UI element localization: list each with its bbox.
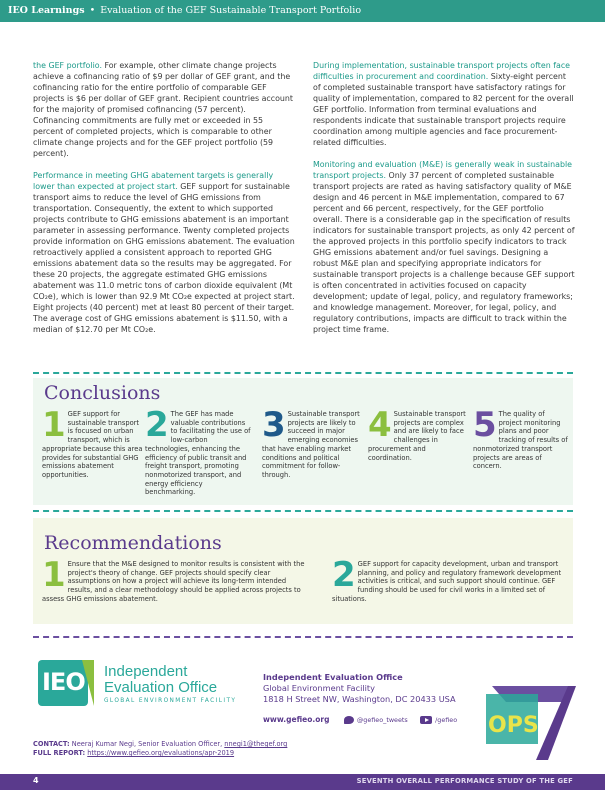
logo-mark: IEO [42,668,85,696]
recommendation-number-1: 1 [42,555,66,595]
address-block [263,672,456,705]
twitter-handle[interactable]: @gefieo_tweets [356,716,408,724]
conclusion-number-5: 5 [473,405,497,445]
conclusion-item-4 [368,405,468,462]
conclusion-text-4: Sustainable transport projects are complex and are likely to face challenges in procurement and coordination. [368,410,466,462]
conclusion-number-1: 1 [42,405,66,445]
conclusion-text-3: Sustainable transport projects are likely to succeed in major emerging economies that have enabling market conditions and political commitment for follow-through. [262,410,360,479]
header-series: IEO Learnings [8,5,85,16]
left-paragraph-2 [33,170,295,335]
conclusion-item-2 [145,405,253,497]
twitter-icon[interactable] [344,716,354,724]
left-p2-highlight: Performance in meeting GHG abatement targets is generally lower than expected at project start. [33,171,274,191]
conclusion-item-5 [473,405,570,471]
logo-name [104,664,217,696]
links-row [263,715,467,724]
address-line1: Global Environment Facility [263,683,375,693]
right-p1-highlight: During implementation, sustainable transport projects often face difficulties in procurement and coordination. [313,61,571,81]
conclusion-number-3: 3 [262,405,286,445]
contact-email-link[interactable]: nnegi1@thegef.org [224,740,288,748]
ops-number: 7 [540,713,556,738]
recommendation-item-2 [332,555,568,604]
logo-subtitle: GLOBAL ENVIRONMENT FACILITY [104,698,237,704]
contact-text: Neeraj Kumar Negi, Senior Evaluation Officer, [71,740,223,748]
header-separator: • [89,5,96,16]
recommendation-number-2: 2 [332,555,356,595]
divider-top [33,372,573,374]
logo-name-line2: Evaluation Office [104,679,218,696]
address-line2: 1818 H Street NW, Washington, DC 20433 USA [263,694,456,704]
recommendation-text-1: Ensure that the M&E designed to monitor results is consistent with the project's theory of change. GEF projects should specify clear assumptions on how a project will achieve its long-term intended results, and a clear methodology should be applied across projects to assess GHG emissions abatement. [42,560,305,603]
right-p2-text: Only 37 percent of completed sustainable transport projects are rated as having satisfactory quality of M&E design and 46 percent in M&E implementation, compared to 67 percent and 66 percent, respectively, for the GEF portfolio overall. There is a considerable gap in the specification of results indicators for sustainable transport projects, as only 42 percent of the approved projects in this portfolio specify indicators to track GHG emissions abatement and/or fuel savings. Designing a robust M&E plan and specifying appropriate indicators for sustainable transport projects is a challenge because GEF support is often concentrated in activities focused on capacity development; update of legal, policy, and regulatory frameworks; and knowledge management. Moreover, for legal, policy, and regulatory contributions, impacts are difficult to track within the project time frame. [313,171,575,334]
conclusion-number-2: 2 [145,405,169,445]
ieo-logo-icon [38,660,88,706]
conclusion-number-4: 4 [368,405,392,445]
recommendation-text-2: GEF support for capacity development, urban and transport planning, and policy and regulatory framework development activities is critical, and such support should continue. GEF funding should be used for civil works in a limited set of situations. [332,560,562,603]
conclusion-text-2: The GEF has made valuable contributions to facilitating the use of low-carbon technologies, enhancing the efficiency of public transit and freight transport, promoting nonmotorized transport, and energy efficiency benchmarking. [145,410,251,497]
divider-bottom [33,636,573,638]
right-paragraph-1 [313,60,575,148]
logo-name-line1: Independent [104,663,188,680]
left-p1-text: For example, other climate change projects achieve a cofinancing ratio of $9 per dollar of GEF grant, and the cofinancing ratio for the entire portfolio of comparable GEF projects is $6 per dollar of GEF grant. Recipient countries account for the majority of promised cofinancing (57 percent). Cofinancing commitments are fully met or exceeded in 55 percent of completed projects, which is comparable to other climate change projects and for the GEF project portfolio (59 percent). [33,61,294,158]
report-link[interactable]: https://www.gefieo.org/evaluations/apr-2019 [87,749,235,757]
conclusions-title: Conclusions [44,382,161,404]
conclusion-text-1: GEF support for sustainable transport is focused on urban transport, which is appropriate because this area provides for substantial GHG emissions abatement opportunities. [42,410,143,479]
left-p1-highlight: the GEF portfolio. [33,61,102,70]
footer-title: SEVENTH OVERALL PERFORMANCE STUDY OF THE GEF [356,777,573,785]
page-number: 4 [33,776,39,785]
left-paragraph-1 [33,60,295,159]
right-column [313,60,575,346]
address-org: Independent Evaluation Office [263,672,403,682]
contact-label: CONTACT: [33,740,70,748]
conclusion-item-3 [262,405,362,480]
footer-bar [0,774,605,790]
right-p1-text: Sixty-eight percent of completed sustainable transport have satisfactory ratings for quality of implementation, compared to 82 percent for the overall GEF portfolio. Information from terminal evaluations and respondents indicate that sustainable transport projects require coordination among multiple agencies and face procurement-related difficulties. [313,72,574,147]
youtube-icon[interactable] [420,716,432,724]
ops7-badge-icon [478,680,576,760]
website-link[interactable]: www.gefieo.org [263,715,330,724]
recommendation-item-1 [42,555,306,604]
left-column [33,60,295,346]
divider-middle [33,510,573,512]
contact-block [33,740,287,758]
left-p2-text: GEF support for sustainable transport aims to reduce the level of GHG emissions from transportation. Consequently, the extent to which supported projects contribute to GHG emissions abatement is an important parameter in assessing performance. Twenty completed projects provide information on GHG emissions abatement. The evaluation retroactively applied a consistent approach to reported GHG emissions abatement data so the results may be aggregated. For these 20 projects, the aggregate estimated GHG emissions abatement was 11.0 metric tons of carbon dioxide equivalent (Mt CO₂e), which is lower than 92.9 Mt CO₂e expected at project start. Eight projects (40 percent) met at least 80 percent of their target. The average cost of GHG emissions abatement is $11.50, with a median of $12.70 per Mt CO₂e. [33,182,295,334]
header-bar [0,0,605,22]
right-paragraph-2 [313,159,575,335]
header-title: Evaluation of the GEF Sustainable Transport Portfolio [100,5,362,16]
youtube-handle[interactable]: /gefieo [435,716,458,724]
conclusion-text-5: The quality of project monitoring plans and poor tracking of results of nonmotorized transport projects are areas of concern. [473,410,568,471]
conclusion-item-1 [42,405,146,480]
recommendations-title: Recommendations [44,532,222,554]
ops-text: OPS [488,713,539,738]
report-label: FULL REPORT: [33,749,86,757]
right-p2-highlight: Monitoring and evaluation (M&E) is generally weak in sustainable transport projects. [313,160,573,180]
